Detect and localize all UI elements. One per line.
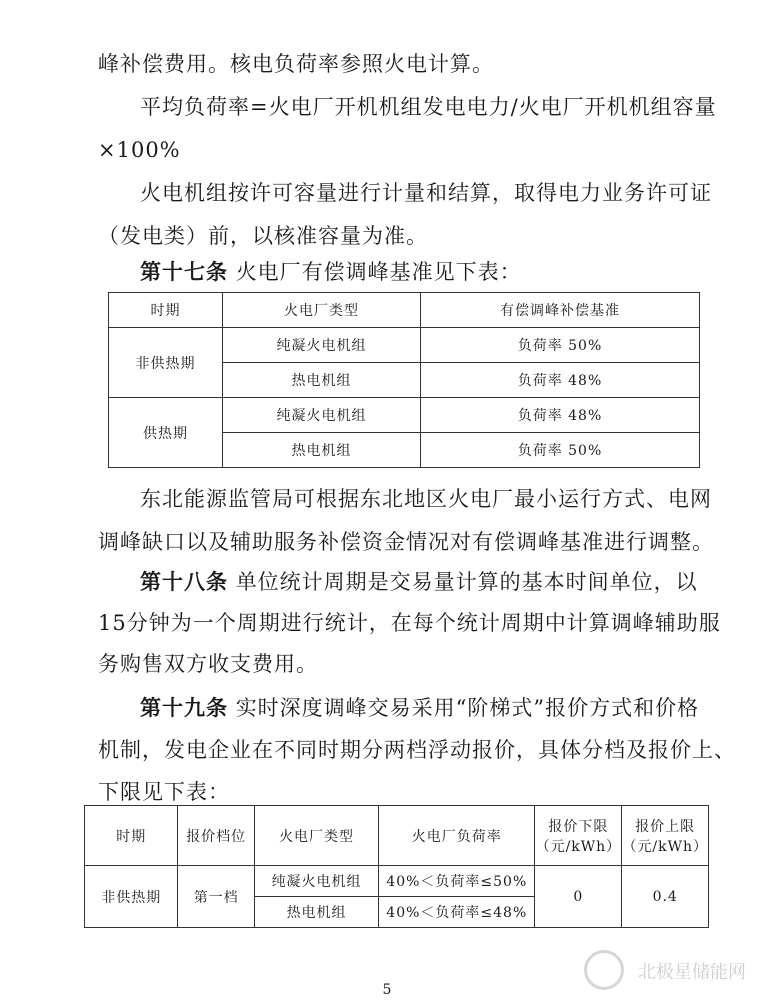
period-cell: 非供热期 [85,866,178,928]
paragraph-line: 东北能源监管局可根据东北地区火电厂最小运行方式、电网 [140,487,712,511]
header-plant-type: 火电厂类型 [254,806,378,866]
paragraph-line: 峰补偿费用。核电负荷率参照火电计算。 [98,52,494,76]
header-tier: 报价档位 [178,806,255,866]
period-cell: 非供热期 [109,328,223,398]
plant-type-cell: 纯凝火电机组 [223,398,421,433]
plant-type-cell: 热电机组 [254,897,378,928]
table-header-row [85,806,709,866]
paragraph-line: （发电类）前，以核准容量为准。 [98,224,428,248]
header-upper-limit-label: 报价上限 [635,818,696,835]
baseline-cell: 负荷率 48% [421,363,700,398]
header-lower-limit-unit: （元/kWh） [535,838,622,855]
table-row [85,866,709,897]
article-17-title: 第十七条 [140,259,228,284]
article-18-text: 单位统计周期是交易量计算的基本时间单位，以 [235,570,698,594]
paragraph-line: 15分钟为一个周期进行统计，在每个统计周期中计算调峰辅助服 [98,611,721,635]
header-upper-limit [622,806,709,866]
load-rate-cell: 40%＜负荷率≤50% [379,866,535,897]
article-18 [140,568,740,596]
baseline-cell: 负荷率 50% [421,433,700,468]
lower-limit-cell: 0 [535,866,622,928]
header-period: 时期 [109,293,223,328]
load-rate-cell: 40%＜负荷率≤48% [379,897,535,928]
watermark: 北极星储能网 [638,962,746,983]
period-cell: 供热期 [109,398,223,468]
plant-type-cell: 热电机组 [223,433,421,468]
article-19-title: 第十九条 [140,695,228,720]
page-number: 5 [382,982,392,998]
table-row [109,328,700,363]
article-19 [140,694,740,722]
peak-shaving-baseline-table [108,292,700,468]
header-load-rate: 火电厂负荷率 [379,806,535,866]
plant-type-cell: 热电机组 [223,363,421,398]
baseline-cell: 负荷率 48% [421,398,700,433]
table-row [109,398,700,433]
header-lower-limit-label: 报价下限 [548,818,609,835]
tiered-bid-table [84,805,709,928]
upper-limit-cell: 0.4 [622,866,709,928]
article-18-title: 第十八条 [140,569,228,594]
header-upper-limit-unit: （元/kWh） [622,838,708,855]
header-plant-type: 火电厂类型 [223,293,421,328]
header-baseline: 有偿调峰补偿基准 [421,293,700,328]
paragraph-line: 务购售双方收支费用。 [98,652,318,676]
article-17 [140,258,740,286]
formula-line: 平均负荷率=火电厂开机机组发电电力/火电厂开机机组容量 [140,95,717,119]
paragraph-line: 调峰缺口以及辅助服务补偿资金情况对有偿调峰基准进行调整。 [98,530,714,554]
plant-type-cell: 纯凝火电机组 [254,866,378,897]
tier-cell: 第一档 [178,866,255,928]
article-19-text: 实时深度调峰交易采用“阶梯式”报价方式和价格 [235,696,700,720]
plant-type-cell: 纯凝火电机组 [223,328,421,363]
header-lower-limit [535,806,622,866]
paragraph-line: 火电机组按许可容量进行计量和结算，取得电力业务许可证 [140,181,712,205]
table-header-row [109,293,700,328]
header-period: 时期 [85,806,178,866]
article-17-text: 火电厂有偿调峰基准见下表： [235,260,522,284]
formula-line: ×100% [98,138,181,162]
baseline-cell: 负荷率 50% [421,328,700,363]
paragraph-line: 下限见下表： [98,780,230,804]
paragraph-line: 机制，发电企业在不同时期分两档浮动报价，具体分档及报价上、 [98,738,736,762]
